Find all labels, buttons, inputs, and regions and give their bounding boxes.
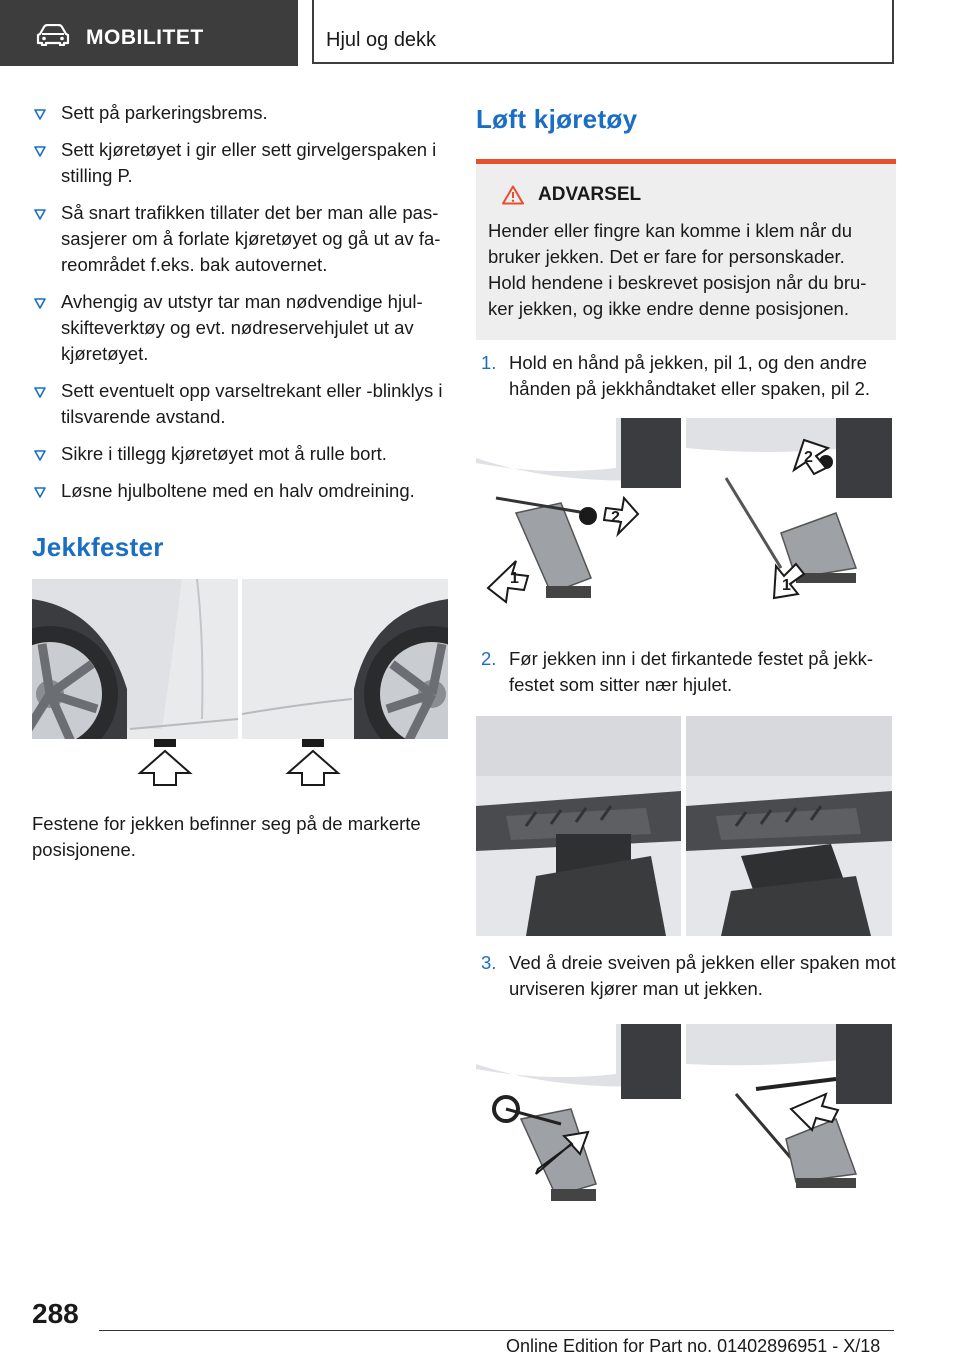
bullet-text: Sett kjøretøyet i gir eller sett girvelgerspaken i stilling P. [61, 139, 437, 186]
arrow-label-2: 2 [611, 509, 620, 526]
bullet-item [32, 200, 448, 278]
step-list [476, 350, 896, 402]
bullet-triangle-icon [34, 109, 46, 120]
step-text: Hold en hånd på jekken, pil 1, og den andre hånden på jekkhåndtaket eller spaken, pil 2. [509, 352, 871, 399]
jack-crank-figure [476, 1024, 892, 1212]
bullet-triangle-icon [34, 450, 46, 461]
left-column [32, 100, 448, 863]
jack-crank-right-image [686, 1024, 892, 1212]
arrow-label-1: 1 [510, 570, 519, 587]
bullet-list [32, 100, 448, 504]
page-number: 288 [32, 1298, 79, 1329]
bullet-item [32, 137, 448, 189]
warning-box [476, 159, 896, 340]
step-2 [476, 646, 896, 698]
warning-header [502, 184, 882, 206]
step-3 [476, 950, 896, 1002]
jack-crank-left-image [476, 1024, 681, 1212]
arrow-label-1b: 1 [782, 577, 791, 594]
step-1 [476, 350, 896, 402]
step-text: Ved å dreie sveiven på jekken eller spaken mot urviseren kjører man ut jekken. [509, 952, 896, 999]
jack-points-caption: Festene for jekken befinner seg på de markerte posisjonene. [32, 813, 421, 860]
bullet-item [32, 378, 448, 430]
jack-insert-right-image [686, 716, 892, 936]
step-text: Før jekken inn i det firkantede festet på jekkfestet som sitter nær hjulet. [509, 648, 874, 695]
arrow-label-2b: 2 [804, 449, 813, 466]
section-title: Hjul og dekk [326, 29, 437, 51]
page-header [0, 0, 960, 66]
bullet-item [32, 478, 448, 504]
bullet-item [32, 100, 448, 126]
jack-point-rear-image [242, 579, 448, 787]
jack-hold-left-image [476, 418, 681, 606]
warning-title: ADVARSEL [538, 184, 642, 205]
section-heading-jekkfester: Jekkfester [32, 532, 164, 562]
bullet-text: Så snart trafikken tillater det ber man alle passasjerer om å forlate kjøretøyet og gå ut av fareområdet f.eks. bak autovernet. [61, 202, 441, 275]
bullet-triangle-icon [34, 146, 46, 157]
section-heading-lift: Løft kjøretøy [476, 104, 638, 134]
jack-points-figure [32, 579, 448, 787]
bullet-triangle-icon [34, 487, 46, 498]
bullet-item [32, 441, 448, 467]
bullet-text: Løsne hjulboltene med en halv omdreining. [61, 480, 415, 501]
chapter-tab [0, 0, 298, 66]
bullet-text: Avhengig av utstyr tar man nødvendige hjulskifteverktøy og evt. nødreservehjulet ut av kjøretøyet. [61, 291, 423, 364]
jack-point-front-image [32, 579, 238, 787]
section-header [312, 0, 894, 64]
jack-hold-figure [476, 418, 892, 606]
right-column [476, 100, 896, 1212]
bullet-triangle-icon [34, 387, 46, 398]
step-number: 2. [481, 648, 497, 669]
warning-triangle-icon [502, 185, 524, 205]
bullet-item [32, 289, 448, 367]
footer-divider [99, 1330, 894, 1331]
step-list-3 [476, 950, 896, 1002]
car-icon [36, 24, 70, 46]
chapter-title: MOBILITET [86, 26, 204, 49]
bullet-triangle-icon [34, 209, 46, 220]
jack-insert-left-image [476, 716, 681, 936]
bullet-text: Sikre i tillegg kjøretøyet mot å rulle bort. [61, 443, 387, 464]
warning-text: Hender eller fingre kan komme i klem når du bruker jekken. Det er fare for personskader. Hold hendene i beskrevet posisjon når du bruker jekken, og ikke endre denne posisjonen. [488, 220, 867, 319]
step-list-2 [476, 646, 896, 698]
bullet-triangle-icon [34, 298, 46, 309]
edition-footer: Online Edition for Part no. 01402896951 - X/18 [506, 1336, 881, 1356]
bullet-text: Sett eventuelt opp varseltrekant eller ‑blinklys i tilsvarende avstand. [61, 380, 443, 427]
step-number: 3. [481, 952, 497, 973]
step-number: 1. [481, 352, 497, 373]
jack-insert-figure [476, 716, 892, 936]
jack-hold-right-image [686, 418, 892, 606]
bullet-text: Sett på parkeringsbrems. [61, 102, 268, 123]
